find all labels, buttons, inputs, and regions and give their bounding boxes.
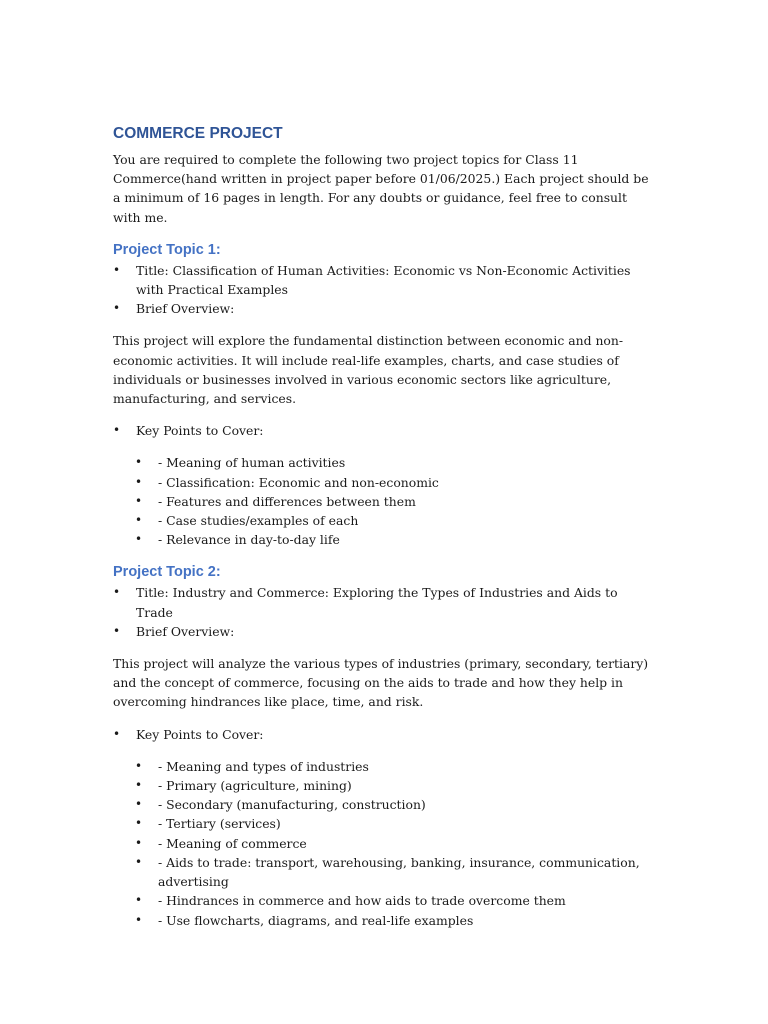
topic-2-overview-item bbox=[113, 622, 658, 641]
bullet-icon: • bbox=[135, 893, 143, 908]
key-point-text: - Meaning of commerce bbox=[158, 835, 307, 851]
bullet-icon: • bbox=[113, 623, 121, 638]
topic-1-summary-list bbox=[113, 261, 658, 319]
bullet-icon: • bbox=[113, 726, 121, 741]
topic-1-keypoints-label-item bbox=[113, 421, 658, 440]
bullet-icon: • bbox=[135, 474, 143, 489]
list-item bbox=[113, 814, 658, 833]
key-point-text: - Meaning of human activities bbox=[158, 455, 346, 471]
topic-2-overview-text: This project will analyze the various types of industries (primary, secondary, tertiary) and the concept of commerce, focusing on the aids to trade and how they help in overcoming hindrances like place, time, and risk. bbox=[113, 656, 649, 710]
list-item bbox=[113, 492, 658, 511]
key-point-text: - Relevance in day-to-day life bbox=[158, 532, 340, 548]
key-point-text: - Secondary (manufacturing, construction) bbox=[158, 797, 426, 813]
list-item bbox=[113, 891, 658, 910]
list-item bbox=[113, 453, 658, 472]
topic-1-heading: Project Topic 1: bbox=[113, 241, 221, 258]
topic-2-keypoints-label-item bbox=[113, 725, 658, 744]
key-point-text: - Aids to trade: transport, warehousing, banking, insurance, communication, advertising bbox=[158, 854, 640, 890]
topic-2-keypoints-label: Key Points to Cover: bbox=[136, 726, 264, 742]
topic-1-keypoints-label: Key Points to Cover: bbox=[136, 423, 264, 439]
key-point-text: - Case studies/examples of each bbox=[158, 513, 359, 529]
topic-2-title: Title: Industry and Commerce: Exploring the Types of Industries and Aids to Trade bbox=[136, 585, 618, 620]
key-point-text: - Meaning and types of industries bbox=[158, 758, 369, 774]
list-item bbox=[113, 795, 658, 814]
intro-paragraph: You are required to complete the following two project topics for Class 11 Commerce(hand written in project paper before 01/06/2025.) Each project should be a minimum of 16 pages in length. For any doubts or guidance, feel free to consult with me. bbox=[113, 152, 649, 225]
bullet-icon: • bbox=[113, 585, 121, 600]
bullet-icon: • bbox=[135, 912, 143, 927]
bullet-icon: • bbox=[135, 835, 143, 850]
topic-1-overview-text: This project will explore the fundamental distinction between economic and non-economic activities. It will include real-life examples, charts, and case studies of individuals or businesses involved in various economic sectors like agriculture, manufacturing, and services. bbox=[113, 333, 624, 407]
bullet-icon: • bbox=[113, 301, 121, 316]
key-point-text: - Classification: Economic and non-economic bbox=[158, 474, 439, 490]
bullet-icon: • bbox=[135, 455, 143, 470]
list-item bbox=[113, 530, 658, 549]
document-title: COMMERCE PROJECT bbox=[113, 125, 283, 142]
list-item bbox=[113, 911, 658, 930]
bullet-icon: • bbox=[135, 816, 143, 831]
bullet-icon: • bbox=[135, 797, 143, 812]
document-page bbox=[113, 124, 658, 930]
topic-1-keypoints-heading-list bbox=[113, 421, 658, 440]
topic-2-summary-list bbox=[113, 583, 658, 641]
list-item bbox=[113, 473, 658, 492]
bullet-icon: • bbox=[135, 532, 143, 547]
bullet-icon: • bbox=[135, 513, 143, 528]
topic-1-overview-label: Brief Overview: bbox=[136, 301, 235, 317]
bullet-icon: • bbox=[113, 423, 121, 438]
bullet-icon: • bbox=[113, 262, 121, 277]
bullet-icon: • bbox=[135, 493, 143, 508]
list-item bbox=[113, 853, 658, 891]
list-item bbox=[113, 834, 658, 853]
topic-2-overview-label: Brief Overview: bbox=[136, 623, 235, 639]
key-point-text: - Use flowcharts, diagrams, and real-life examples bbox=[158, 912, 474, 928]
key-point-text: - Primary (agriculture, mining) bbox=[158, 778, 352, 794]
topic-2-keypoints-list bbox=[113, 757, 658, 930]
bullet-icon: • bbox=[135, 778, 143, 793]
topic-2-heading: Project Topic 2: bbox=[113, 564, 221, 581]
topic-2-title-item bbox=[113, 583, 658, 621]
list-item bbox=[113, 511, 658, 530]
bullet-icon: • bbox=[135, 854, 143, 869]
list-item bbox=[113, 757, 658, 776]
key-point-text: - Tertiary (services) bbox=[158, 816, 281, 832]
list-item bbox=[113, 776, 658, 795]
topic-1-overview-item bbox=[113, 299, 658, 318]
topic-1-keypoints-list bbox=[113, 453, 658, 549]
key-point-text: - Features and differences between them bbox=[158, 493, 416, 509]
bullet-icon: • bbox=[135, 758, 143, 773]
topic-1-title: Title: Classification of Human Activities: Economic vs Non-Economic Activities with Practical Examples bbox=[136, 262, 631, 298]
key-point-text: - Hindrances in commerce and how aids to trade overcome them bbox=[158, 893, 566, 909]
topic-2-keypoints-heading-list bbox=[113, 725, 658, 744]
topic-1-title-item bbox=[113, 261, 658, 299]
